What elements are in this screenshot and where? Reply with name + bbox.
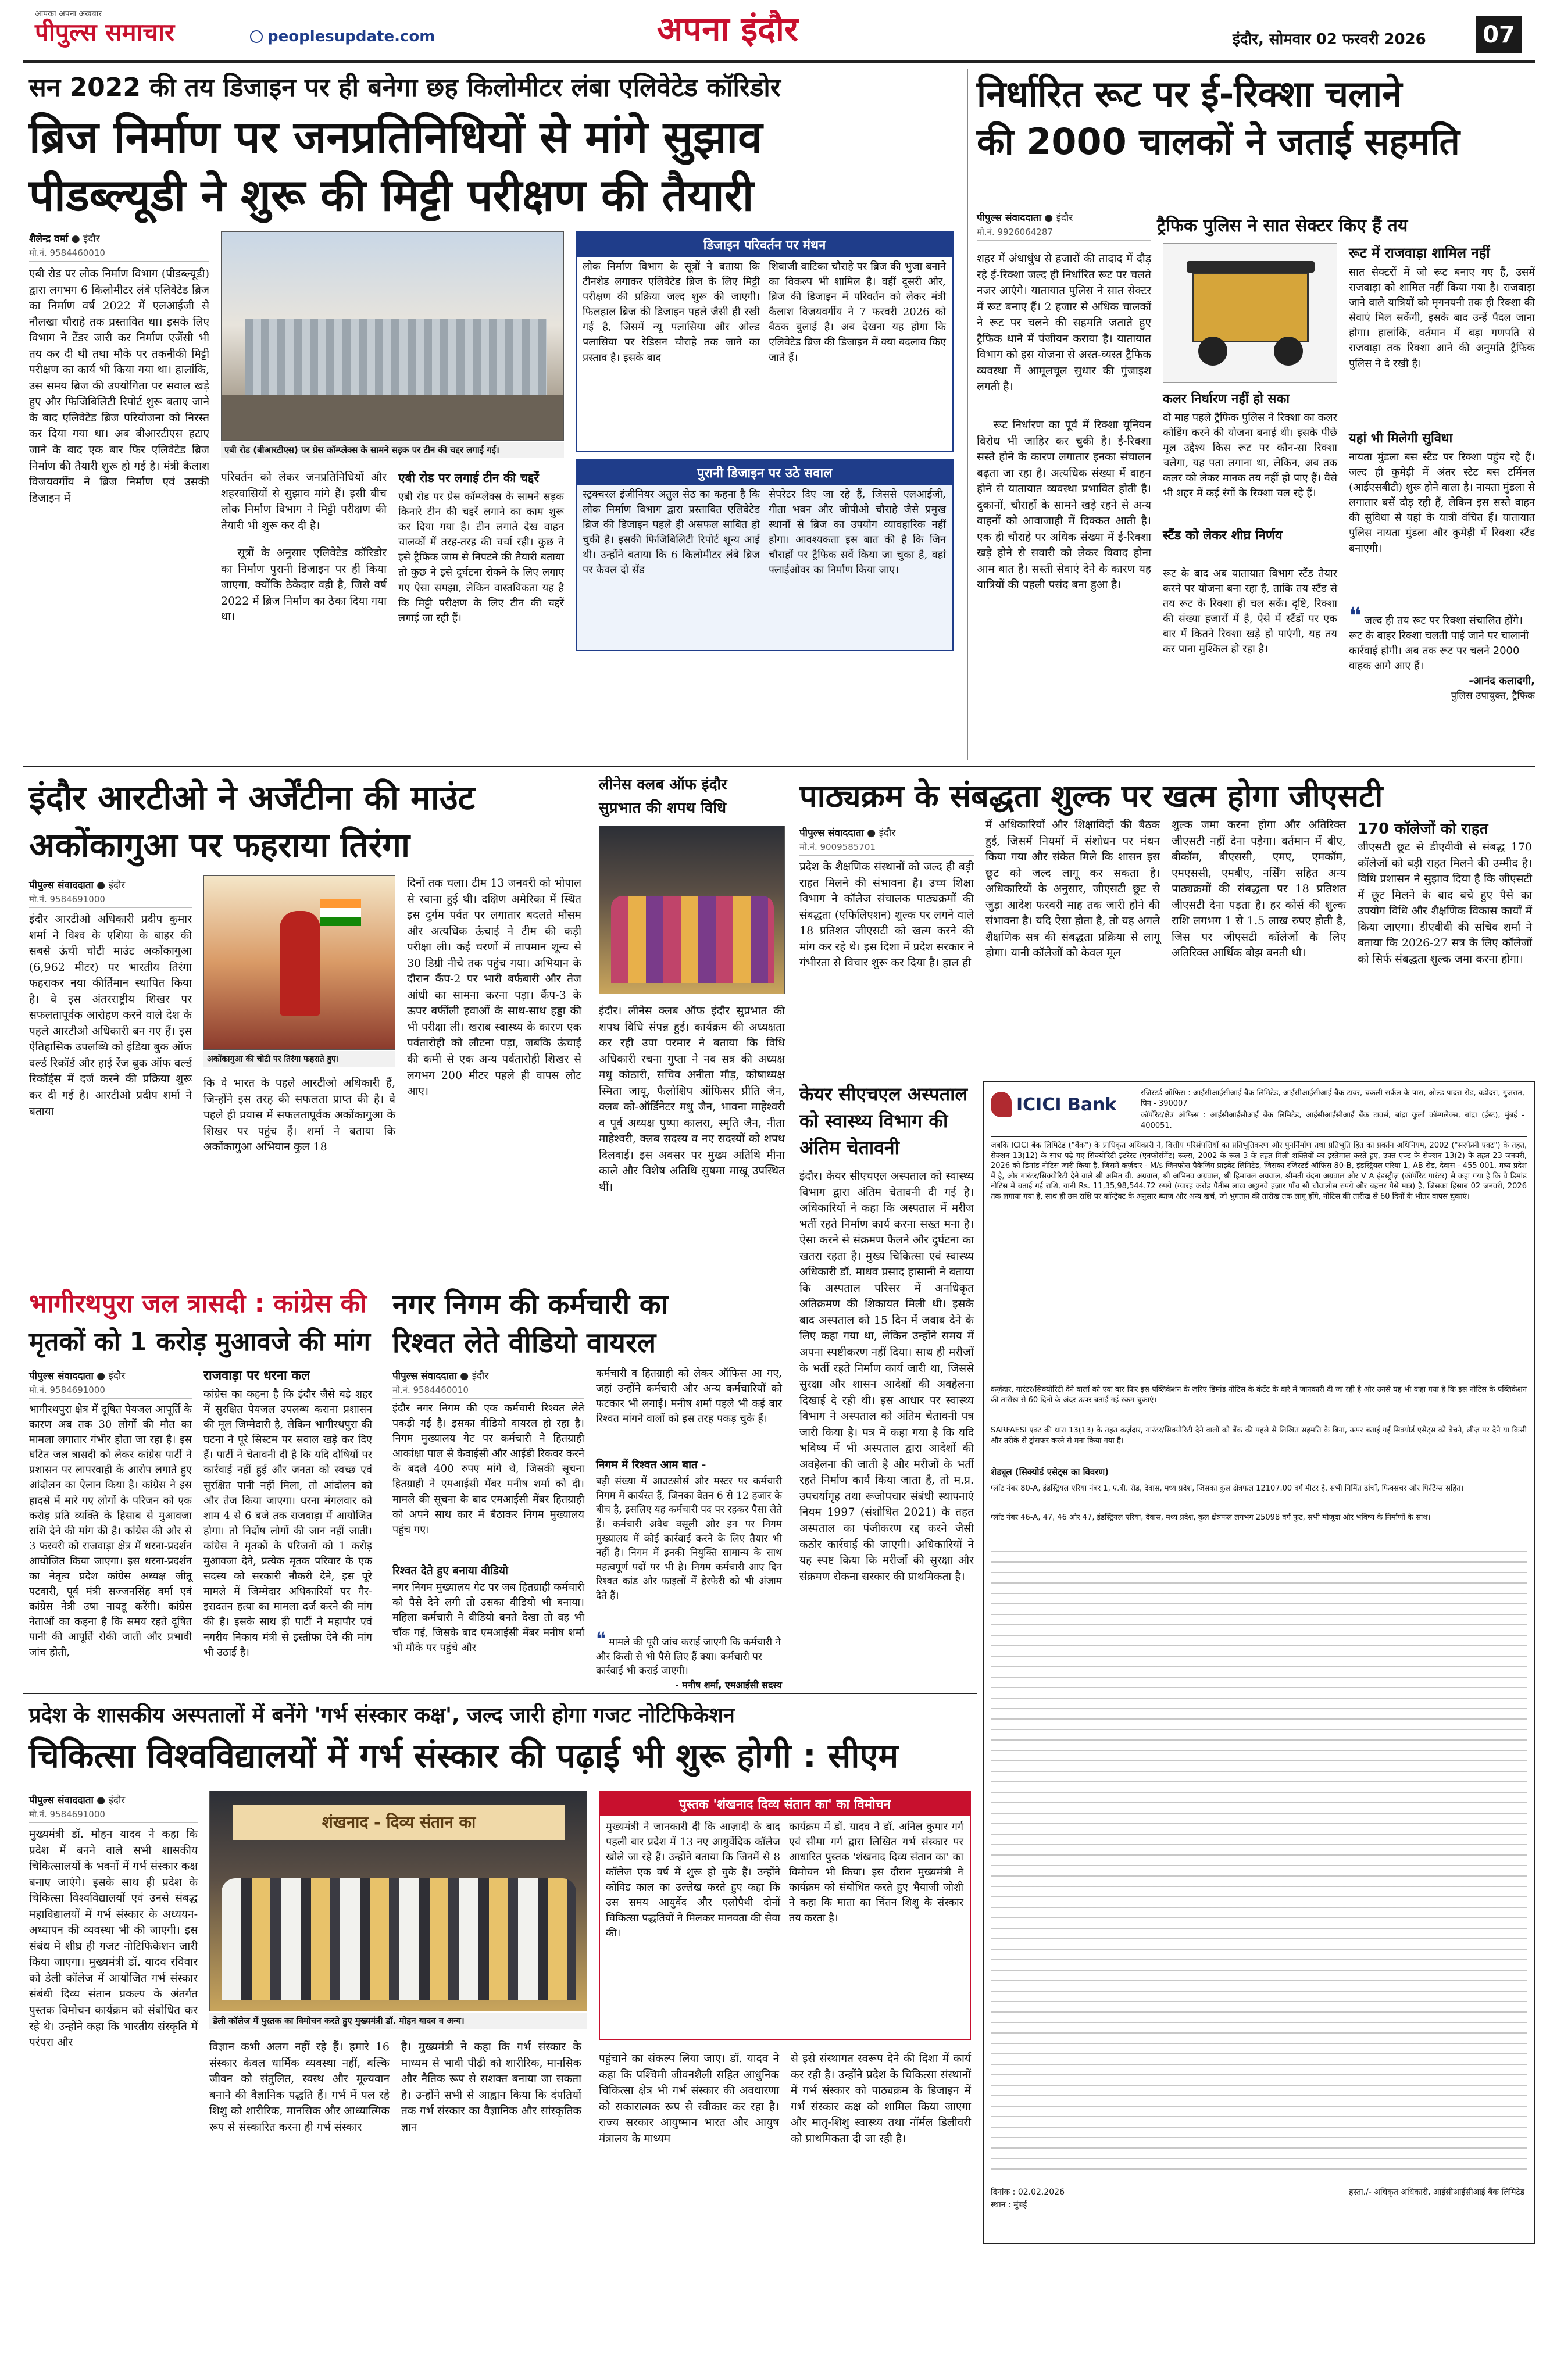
- story-bridge-headline-1: ब्रिज निर्माण पर जनप्रतिनिधियों से मांगे सुझाव: [29, 111, 763, 163]
- icici-reg-office: रजिस्टर्ड ऑफिस : आईसीआईसीआई बैंक लिमिटेड, आईसीआईसीआई बैंक टावर, चकली सर्कल के पास, ओल्ड पादरा रोड, वडोदरा, गुजरात, पिन - 390007: [1141, 1089, 1524, 1108]
- byline-name: पीपुल्स संवाददाता: [977, 212, 1041, 224]
- story-gst-col1: प्रदेश के शैक्षणिक संस्थानों को जल्द ही बड़ी राहत मिलने की संभावना है। उच्च शिक्षा विभाग ने कॉलेज संचालक पाठ्यक्रमों की संबद्धता (एफिलिएशन) शुल्क पर लगने वाले 18 प्रतिशत जीएसटी को खत्म करने की मांग कर रहे थे। इस दिशा में प्रदेश सरकार ने गंभीरता से विचार शुरू कर दिया है। हाल ही: [799, 860, 974, 970]
- design-change-box-col2: शिवाजी वाटिका चौराहे पर ब्रिज की भुजा बनाने का विकल्प भी शामिल है। वहीं दूसरी ओर, ब्रिज की डिजाइन में परिवर्तन को लेकर मंत्री कैलाश विजयवर्गीय ने 7 फरवरी 2026 को बैठक बुलाई है। अब देखना यह होगा कि एलिवेटेड ब्रिज की डिजाइन में क्या बदलाव किए जाते हैं।: [769, 260, 946, 364]
- website-link[interactable]: peoplesupdate.com: [267, 28, 435, 45]
- story-care-chl-headline-2: को स्वास्थ्य विभाग की: [799, 1110, 948, 1132]
- bribe-quote: [596, 1628, 782, 1692]
- section-rule: [23, 1693, 977, 1694]
- rickshaw-wheel: [1274, 337, 1303, 366]
- story-garbh-sanskar-col4: पहुंचाने का संकल्प लिया जाए। डॉ. यादव ने कहा कि पश्चिमी जीवनशैली सहित आधुनिक चिकित्सा क्षेत्र भी गर्भ संस्कार की अवधारणा को सकारात्मक रूप से स्वीकार कर रहा है। राज्य सरकार आयुष्मान भारत और आयुष मंत्रालय के माध्यम: [599, 2052, 779, 2145]
- bribe-quote-by: - मनीष शर्मा, एमआईसी सदस्य: [675, 1679, 782, 1691]
- story-garbh-sanskar-col3: है। मुख्यमंत्री ने कहा कि गर्भ संस्कार के माध्यम से भावी पीढ़ी को शारीरिक, मानसिक और नैतिक रूप से सशक्त बनाया जा सकता है। उन्होंने सभी से आह्वान किया कि दंपतियों तक गर्भ संस्कार का वैज्ञानिक और सांस्कृतिक ज्ञान: [401, 2040, 581, 2134]
- byline-city: इंदौर: [472, 1370, 489, 1382]
- climber-figure: [280, 911, 320, 1016]
- icici-sched-2: प्लॉट नंबर 46-A, 47, 46 और 47, इंडस्ट्रियल एरिया, देवास, मध्य प्रदेश, कुल क्षेत्रफल लगभग 25098 वर्ग फुट, सभी मौजूदा और भविष्य के निर्माणों के साथ।: [991, 1513, 1431, 1522]
- story-erickshaw-sub2: स्टैंड को लेकर शीघ्र निर्णय: [1163, 528, 1283, 543]
- story-gst-side-head: 170 कॉलेजों को राहत: [1358, 820, 1488, 838]
- story-garbh-sanskar-kicker: प्रदेश के शासकीय अस्पतालों में बनेंगे 'गर्भ संस्कार कक्ष', जल्द जारी होगा गजट नोटिफिकेशन: [29, 1703, 735, 1727]
- story-bhagirathpura-col1: भागीरथपुरा क्षेत्र में दूषित पेयजल आपूर्ति के कारण अब तक 30 लोगों की मौत का मामला लगातार गंभीर होता जा रहा है। इस घटित जल त्रासदी को लेकर कांग्रेस पार्टी ने प्रशासन पर लापरवाही के आरोप लगाते हुए आंदोलन का ऐलान किया है। कांग्रेस ने इस हादसे में मारे गए लोगों के परिजन को एक करोड़ प्रति व्यक्ति के हिसाब से मुआवजा राशि देने की मांग की है। कांग्रेस की ओर से 3 फरवरी को राजवाड़ा क्षेत्र में धरना-प्रदर्शन आयोजित किया जाएगा। इस धरना-प्रदर्शन का नेतृत्व प्रदेश कांग्रेस अध्यक्ष जीतू पटवारी, पूर्व मंत्री सज्जनसिंह वर्मा एवं कांग्रेस नेत्री उषा नायडू करेंगी। कांग्रेस नेताओं का कहना है कि समय रहते दूषित पानी की आपूर्ति रोकी जाती और प्रभावी जांच होती,: [29, 1403, 192, 1659]
- erickshaw-photo: [1163, 243, 1337, 383]
- story-bribe-col2: कर्मचारी व हितग्राही को लेकर ऑफिस आ गए, जहां उन्होंने कर्मचारी और अन्य कर्मचारियों को फटकार भी लगाई। मनीष शर्मा पहले भी कई बार रिश्वत मांगने वालों को इस तरह पकड़ चुके हैं।: [596, 1367, 782, 1425]
- byline-name: पीपुल्स संवाददाता: [29, 880, 94, 891]
- photo-fence: [245, 319, 547, 395]
- quote-mark-icon: ❝: [1349, 603, 1362, 630]
- byline-city: इंदौर: [108, 1795, 126, 1806]
- story-care-chl-body: इंदौर। केयर सीएचएल अस्पताल को स्वास्थ्य विभाग द्वारा अंतिम चेतावनी दी गई है। अधिकारियों ने कहा कि अस्पताल में मरीज भर्ती रहते निर्माण कार्य करना सख्त मना है। ऐसा करने से संक्रमण फैलने और दुर्घटना का खतरा रहता है। मुख्य चिकित्सा एवं स्वास्थ्य अधिकारी डॉ. माधव प्रसाद हासानी ने बताया कि अस्पताल परिसर में अनधिकृत अतिक्रमण की शिकायत मिली थी। इसके बाद अस्पताल को 15 दिन में जवाब देने के लिए कहा गया था, लेकिन उन्होंने समय में अपना स्पष्टीकरण नहीं दिया। साथ ही मरीजों के भर्ती रहते निर्माण कार्य जारी था, जिससे सुरक्षा और शासन आदेशों की अवहेलना दिखाई दे रही थी। इस आधार पर स्वास्थ्य विभाग ने अस्पताल को अंतिम चेतावनी पत्र जारी किया है। पत्र में कहा गया है कि यदि भविष्य में भी अस्पताल द्वारा आदेशों की अवहेलना की जाती है और मरीजों के भर्ती रहते निर्माण कार्य किया जाता है, तो म.प्र. उपचर्यागृह तथा रूजोपचार संबंधी स्थापनाएं नियम 1997 (संशोधित 2021) के तहत अस्पताल का पंजीकरण रद्द करने जैसी कठोर कार्रवाई की जाएगी। अधिकारियों ने यह स्पष्ट किया कि मरीजों की सुरक्षा और संक्रमण रोकना सरकार की प्राथमिकता है।: [799, 1170, 974, 1583]
- masthead: [0, 0, 1557, 65]
- story-bhagirathpura-col2: कांग्रेस का कहना है कि इंदौर जैसे बड़े शहर में सुरक्षित पेयजल उपलब्ध कराना प्रशासन की मूल जिम्मेदारी है, लेकिन भागीरथपुरा की घटना ने पूरे सिस्टम पर सवाल खड़े कर दिए हैं। पार्टी ने चेतावनी दी है कि यदि दोषियों पर कार्रवाई नहीं हुई और जनता को स्वच्छ एवं सुरक्षित पानी नहीं मिला, तो आंदोलन को और तेज किया जाएगा। धरना मंगलवार को शाम 4 से 6 बजे तक राजवाड़ा में आयोजित होगा। तो निर्दोष लोगों की जान नहीं जाती। कांग्रेस ने मृतकों के परिजनों को 1 करोड़ मुआवजा देने, प्रत्येक मृतक परिवार के एक सदस्य को सरकारी नौकरी देने, इस पूरे मामले में जिम्मेदार अधिकारियों पर गैर-इरादतन हत्या का मामला दर्ज करने की मांग की है। इसके साथ ही पार्टी ने महापौर एवं नगरीय निकाय मंत्री से इस्तीफा देने की मांग भी उठाई है।: [203, 1388, 372, 1659]
- story-care-chl-headline-3: अंतिम चेतावनी: [799, 1137, 899, 1159]
- story-rto-byline: पीपुल्स संवाददाता ● इंदौर मो.नं. 9584691000: [29, 875, 192, 912]
- story-erickshaw-col2: दो माह पहले ट्रैफिक पुलिस ने रिक्शा का कलर कोडिंग करने की योजना बनाई थी। इसके पीछे मूल उद्देश्य किस रूट पर कौन-सा रिक्शा चलेगा, यह पता लगाना था, लेकिन, अब तक कलर को लेकर मानक तय नहीं हो पाए हैं। वैसे भी शहर में कई रंगों के रिक्शा चल रहे हैं।: [1163, 412, 1337, 500]
- flag-shape: [320, 899, 361, 926]
- design-change-box-title: डिजाइन परिवर्तन पर मंथन: [577, 233, 952, 257]
- icici-logo-icon: [991, 1092, 1012, 1117]
- page-number: 07: [1476, 16, 1522, 53]
- quote-mark-icon: ❝: [596, 1628, 606, 1650]
- story-bridge-col2b: सूत्रों के अनुसार एलिवेटेड कॉरिडोर का निर्माण पुरानी डिजाइन पर ही किया जाएगा, क्योंकि ठेकेदार वही है, जिसे वर्ष 2022 में ब्रिज निर्माण का ठेका दिया गया था।: [221, 546, 387, 624]
- brand-logo: [35, 8, 244, 47]
- globe-icon: [250, 30, 263, 43]
- story-bribe-col2b: बड़ी संख्या में आउटसोर्स और मस्टर पर कर्मचारी निगम में कार्यरत हैं, जिनका वेतन 6 से 12 हजार के बीच है, इसलिए यह कर्मचारी पद पर रहकर पैसा लेते हैं। कर्मचारी अवैध वसूली और इन पर निगम मुख्यालय में कोई कार्रवाई करने के लिए तैयार भी नहीं है। निगम में इनकी नियुक्ति सामान्य के साथ महत्वपूर्ण पदों पर भी है। निगम कर्मचारी आए दिन रिश्वत कांड और फाइलों में हेरफेरी को भी अंजाम देते हैं।: [596, 1475, 782, 1602]
- story-bhagirathpura-byline: पीपुल्स संवाददाता ● इंदौर मो.नं. 9584691000: [29, 1366, 192, 1402]
- story-garbh-sanskar-col2: विज्ञान कभी अलग नहीं रहे हैं। हमारे 16 संस्कार केवल धार्मिक व्यवस्था नहीं, बल्कि जीवन को संतुलित, स्वस्थ और मूल्यवान बनाने की वैज्ञानिक पद्धति हैं। गर्भ में पल रहे शिशु को शारीरिक, मानसिक और आध्यात्मिक रूप से संस्कारित करना ही गर्भ संस्कार: [209, 2040, 390, 2134]
- byline-city: इंदौर: [83, 233, 100, 245]
- bridge-photo: [221, 231, 564, 441]
- story-care-chl-headline-1: केयर सीएचएल अस्पताल: [799, 1083, 968, 1105]
- story-garbh-sanskar-byline: पीपुल्स संवाददाता ● इंदौर मो.नं. 9584691000: [29, 1791, 198, 1827]
- erickshaw-quote-by: -आनंद कलादगी,: [1469, 675, 1535, 688]
- rickshaw-roof: [1187, 261, 1315, 273]
- byline-mobile: मो.नं. 9009585701: [799, 841, 974, 856]
- story-bribe-byline: पीपुल्स संवाददाता ● इंदौर मो.नं. 9584460010: [392, 1366, 584, 1402]
- byline-city: इंदौर: [1056, 212, 1073, 224]
- stage-banner: [233, 1805, 565, 1840]
- story-bridge-sub1: एबी रोड पर लगाई टीन की चद्दरें: [398, 471, 539, 485]
- book-launch-box-title: पुस्तक 'शंखनाद दिव्य संतान का' का विमोचन: [600, 1792, 970, 1816]
- story-rto-headline-2: अकोंकागुआ पर फहराया तिरंगा: [29, 826, 410, 865]
- icici-corp-office: कॉर्पोरेट/क्षेत्र ऑफिस : आईसीआईसीआई बैंक लिमिटेड, आईसीआईसीआई बैंक टावर्स, बांद्रा कुर्ला कॉम्पलेक्स, बांद्रा (ईस्ट), मुंबई - 400051.: [1141, 1111, 1524, 1130]
- story-bridge-byline: शैलेन्द्र वर्मा ● इंदौर मो.नं. 9584460010: [29, 229, 209, 265]
- icici-date: दिनांक : 02.02.2026: [991, 2188, 1065, 2197]
- byline-mobile: मो.नं. 9584691000: [29, 1809, 198, 1823]
- story-bribe-col1b: नगर निगम मुख्यालय गेट पर जब हितग्राही कर्मचारी को पैसे देने लगी तो उसका वीडियो भी बनाया। महिला कर्मचारी ने वीडियो बनते देखा तो वह भी चौंक गई, जिसके बाद एमआईसी मेंबर मनीष शर्मा भी मौके पर पहुंचे और: [392, 1581, 584, 1654]
- story-bridge-headline-2: पीडब्ल्यूडी ने शुरू की मिट्टी परीक्षण की तैयारी: [29, 169, 754, 221]
- story-bridge-col1: एबी रोड पर लोक निर्माण विभाग (पीडब्ल्यूडी) द्वारा लगभग 6 किलोमीटर लंबे एलिवेटेड ब्रिज का निर्माण वर्ष 2022 में एलआईजी से नौलखा चौराहे तक प्रस्तावित था। इसके लिए विभाग ने टेंडर जारी कर निर्माण एजेंसी भी तय कर दी थी तथा मौके पर तकनीकी मिट्टी परीक्षण का कार्य भी किया गया था। हालांकि, उस समय ब्रिज की उपयोगिता पर सवाल खड़े हुए और फिजिबिलिटी रिपोर्ट शुरू बताए जाने के बाद एलिवेटेड ब्रिज परियोजना को निरस्त कर दिया गया था। अब बीआरटीएस हटाए जाने के बाद एक बार फिर एलिवेटेड ब्रिज निर्माण की तैयारी शुरू हो गई है। मंत्री कैलाश विजयवर्गीय ने ब्रिज निर्माण एवं उसकी डिजाइन में: [29, 267, 209, 505]
- story-lioness-body: इंदौर। लीनेस क्लब ऑफ इंदौर सुप्रभात की शपथ विधि संपन्न हुई। कार्यक्रम की अध्यक्षता कर रही उपा परमार ने बताया कि विधि अधिकारी रचना गुप्ता ने नव सत्र की अध्यक्ष मधु कोठारी, सचिव अनीता मौड़, कोषाध्यक्ष स्मिता जायू, फैलोशिप ऑफिसर प्रीति जैन, क्लब को-ऑर्डिनेटर मधु जैन, भावना माहेश्वरी व पूर्व अध्यक्ष पुष्पा कालरा, स्मृति जैन, नीता माहेश्वरी, क्लब सदस्य व नए सदस्यों को शपथ दिलवाई। इस अवसर पर मुख्य अतिथि मीना काले और विशेष अतिथि सुषमा माखू उपस्थित थीं।: [599, 1005, 785, 1194]
- story-bridge-col2a: परिवर्तन को लेकर जनप्रतिनिधियों और शहरवासियों से सुझाव मांगे हैं। इसी बीच लोक निर्माण विभाग ने मिट्टी परीक्षण की तैयारी भी शुरू कर दी है।: [221, 471, 387, 532]
- people-row: [222, 1878, 576, 2000]
- story-bhagirathpura-headline-1-text: भागीरथपुरा जल त्रासदी : कांग्रेस की: [29, 1289, 367, 1318]
- story-erickshaw-headline-2: की 2000 चालकों ने जताई सहमति: [977, 120, 1460, 163]
- story-erickshaw-side-head-1: ट्रैफिक पुलिस ने सात सेक्टर किए हैं तय: [1157, 216, 1408, 236]
- story-rto: [29, 773, 587, 1279]
- story-lioness: [599, 773, 785, 1279]
- story-bridge-kicker: सन 2022 की तय डिजाइन पर ही बनेगा छह किलोमीटर लंबा एलिवेटेड कॉरिडोर: [29, 73, 781, 102]
- byline-mobile: मो.नं. 9584691000: [29, 1384, 192, 1399]
- rto-photo-caption: अकोंकागुआ की चोटी पर तिरंगा फहराते हुए।: [203, 1051, 395, 1067]
- story-garbh-sanskar-headline: चिकित्सा विश्वविद्यालयों में गर्भ संस्कार की पढ़ाई भी शुरू होगी : सीएम: [29, 1736, 899, 1775]
- story-garbh-sanskar-col5: से इसे संस्थागत स्वरूप देने की दिशा में कार्य कर रही है। उन्होंने प्रदेश के चिकित्सा संस्थानों में गर्भ संस्कार को पाठ्यक्रम के डिजाइन में गर्भ संस्कार कक्ष को शामिल किया जाएगा और मातृ-शिशु स्वास्थ्य तथा नॉर्मल डिलीवरी को प्राथमिकता दी जा रही है।: [791, 2052, 971, 2145]
- story-care-chl: [799, 1081, 974, 1680]
- book-launch-box-col1: मुख्यमंत्री ने जानकारी दी कि आज़ादी के बाद पहली बार प्रदेश में 13 नए आयुर्वेदिक कॉलेज खोले जा रहे हैं। उन्होंने बताया कि जिनमें से 8 कॉलेज एक वर्ष में शुरू हो चुके हैं। उन्होंने कोविड काल का उल्लेख करते हुए कहा कि उस समय आयुर्वेद और एलोपैथी दोनों चिकित्सा पद्धतियों ने मिलकर मानवता की सेवा की।: [606, 1821, 780, 1939]
- rickshaw-body: [1192, 273, 1309, 342]
- rto-photo: [203, 875, 395, 1050]
- byline-city: इंदौर: [108, 880, 126, 891]
- story-erickshaw-side-head-2: रूट में राजवाड़ा शामिल नहीं: [1349, 245, 1490, 261]
- old-design-box: [576, 459, 954, 651]
- book-launch-photo: [209, 1791, 587, 2011]
- column-divider: [967, 69, 968, 760]
- icici-sign: हस्ता./- अधिकृत अधिकारी, आईसीआईसीआई बैंक लिमिटेड: [1349, 2188, 1524, 2197]
- icici-fineprint: [991, 1548, 1527, 2175]
- story-rto-col2: कि वे भारत के पहले आरटीओ अधिकारी हैं, जिन्होंने इस तरह की सफलता प्राप्त की है। वे पहले ही प्रयास में सफलतापूर्वक अकोंकागुआ के शिखर पर पहुंच हैं। शर्मा ने बताया कि अकोंकागुआ अभियान कुल 18: [203, 1077, 395, 1154]
- story-rto-headline-1: इंदौर आरटीओ ने अर्जेंटीना की माउंट: [29, 778, 475, 817]
- byline-name: पीपुल्स संवाददाता: [29, 1370, 94, 1382]
- section-rule: [23, 766, 1535, 767]
- bridge-photo-caption: एबी रोड (बीआरटीएस) पर प्रेस कॉम्प्लेक्स के सामने सड़क पर टीन की चद्दर लगाई गई।: [221, 442, 564, 458]
- icici-rule: [991, 1136, 1527, 1137]
- bribe-quote-text: मामले की पूरी जांच कराई जाएगी कि कर्मचारी ने और किसी से भी पैसे लिए हैं क्या। कर्मचारी पर कार्रवाई भी कराई जाएगी।: [596, 1636, 781, 1677]
- byline-mobile: मो.नं. 9584460010: [29, 247, 209, 262]
- byline-mobile: मो.नं. 9584460010: [392, 1384, 584, 1399]
- rickshaw-wheel: [1198, 337, 1227, 366]
- story-garbh-sanskar-col1: मुख्यमंत्री डॉ. मोहन यादव ने कहा कि प्रदेश में बनने वाले सभी शासकीय चिकित्सालयों के भवनों में गर्भ संस्कार कक्ष बनाए जाएंगे। इसके साथ ही प्रदेश के चिकित्सा विश्वविद्यालयों एवं उनसे संबद्ध महाविद्यालयों में गर्भ संस्कार के अध्ययन-अध्यापन की व्यवस्था भी की जाएगी। इस संबंध में शीघ्र ही गजट नोटिफिकेशन जारी किया जाएगा। मुख्यमंत्री डॉ. यादव रविवार को डेली कॉलेज में आयोजित गर्भ संस्कार संबंधी दिव्य संतान प्रकल्प के अंतर्गत पुस्तक विमोचन कार्यक्रम को संबोधित कर रहे थे। उन्होंने कहा कि भारतीय संस्कृति में परंपरा और: [29, 1828, 198, 2049]
- design-change-box-col1: लोक निर्माण विभाग के सूत्रों ने बताया कि टीनशेड लगाकर एलिवेटेड ब्रिज के लिए मिट्टी परीक्षण की प्रक्रिया जल्द शुरू की जाएगी। फिलहाल ब्रिज की डिजाइन पहले जैसी ही रखी गई है, जिसमें न्यू पलासिया और ओल्ड पलासिया पर रेडिसन चौराहे तक जाने का प्रस्ताव है। इसके बाद: [583, 260, 760, 364]
- masthead-rule: [23, 60, 1535, 63]
- story-bribe-col1: इंदौर नगर निगम की एक कर्मचारी रिश्वत लेते पकड़ी गई है। इसका वीडियो वायरल हो रहा है। निगम मुख्यालय गेट पर कर्मचारी ने हितग्राही आकांक्षा पाल से केवाईसी और आईडी रिकवर करने के बदले 400 रुपए मांगे थे, जिसकी सूचना हितग्राही ने एमआईसी मेंबर मनीष शर्मा को दी। मामले की सूचना के बाद एमआईसी मेंबर हितग्राही को अपने साथ कार में बैठाकर निगम मुख्यालय पहुंच गए।: [392, 1402, 584, 1536]
- byline-city: इंदौर: [879, 827, 896, 839]
- story-lioness-headline-1: लीनेस क्लब ऑफ इंदौर: [599, 776, 727, 794]
- story-erickshaw-sub3: यहां भी मिलेगी सुविधा: [1349, 431, 1453, 446]
- byline-mobile: मो.नं. 9584691000: [29, 894, 192, 908]
- icici-sched-1: प्लॉट नंबर 80-A, इंडस्ट्रियल एरिया नंबर 1, ए.बी. रोड, देवास, मध्य प्रदेश, जिसका कुल क्षेत्रफल 12107.00 वर्ग मीटर है, सभी निर्मित ढांचों, फिक्सचर और फिटिंग्स सहित।: [991, 1484, 1464, 1493]
- erickshaw-quote: [1349, 603, 1535, 703]
- icici-place: स्थान : मुंबई: [991, 2200, 1027, 2210]
- byline-city: इंदौर: [108, 1370, 126, 1382]
- story-bhagirathpura-sub1: राजवाड़ा पर धरना कल: [203, 1368, 310, 1383]
- story-bribe-headline-1: नगर निगम की कर्मचारी का: [392, 1288, 669, 1321]
- story-erickshaw-col3b: नायता मुंडला बस स्टैंड पर रिक्शा पहुंच रहे हैं। जल्द ही कुमेड़ी में अंतर स्टेट बस टर्मिनल (आईएसबीटी) शुरू होने वाला है। नायता मुंडला से लगातार बसें दौड़ रही हैं, लेकिन इस सस्ते वाहन की सुविधा से यहां के यात्री वंचित हैं। यातायात पुलिस नायता मुंडला और कुमेड़ी में रिक्शा स्टैंड बनाएगी।: [1349, 451, 1535, 555]
- icici-para-3: SARFAESI एक्ट की धारा 13(13) के तहत कर्ज़दार, गारंटर/सिक्योरिटी देने वालों को बैंक की पहले से लिखित सहमति के बिना, ऊपर बताई गई सिक्योर्ड एसेट्स को बेचने, लीज़ पर देने या किसी और तरीके से ट्रांसफर करने से मना किया गया है।: [991, 1426, 1527, 1445]
- story-erickshaw-col3: सात सेक्टरों में जो रूट बनाए गए हैं, उसमें राजवाड़ा को शामिल नहीं किया गया है। राजवाड़ा जाने वाले यात्रियों को मृगनयनी तक ही रिक्शा की सेवाएं मिल सकेंगी, इसके बाद उन्हें पैदल जाना होगा। हालांकि, वर्तमान में बड़ा गणपति से राजवाड़ा तक रिक्शा आने की अनुमति ट्रैफिक पुलिस ने दे रखी है।: [1349, 266, 1535, 370]
- story-gst-headline: पाठ्यक्रम के संबद्धता शुल्क पर खत्म होगा जीएसटी: [799, 778, 1383, 814]
- story-lioness-headline-2: सुप्रभात की शपथ विधि: [599, 799, 727, 817]
- group-figures: [611, 896, 774, 983]
- byline-mobile: मो.नं. 9926064287: [977, 226, 1151, 241]
- byline-name: पीपुल्स संवाददाता: [799, 827, 864, 839]
- story-bhagirathpura-headline-2: मृतकों को 1 करोड़ मुआवजे की मांग: [29, 1327, 371, 1357]
- story-bhagirathpura-headline-1: [29, 1285, 378, 1320]
- old-design-box-col1: स्ट्रक्चरल इंजीनियर अतुल सेठ का कहना है कि लोक निर्माण विभाग द्वारा प्रस्तावित एलिवेटेड ब्रिज की डिजाइन पहले ही असफल साबित हो चुकी है। इसकी फिजिबिलिटी रिपोर्ट शून्य आई थी। उन्होंने बताया कि 6 किलोमीटर लंबे ब्रिज पर केवल दो सेंड: [583, 488, 760, 577]
- lioness-photo: [599, 826, 785, 994]
- brand-name: पीपुल्स समाचार: [35, 18, 175, 47]
- story-bribe-sub2: निगम में रिश्वत आम बात -: [596, 1459, 706, 1471]
- story-bhagirathpura: [29, 1285, 378, 1692]
- story-rto-col3: दिनों तक चला। टीम 13 जनवरी को भोपाल से रवाना हुई थी। दक्षिण अमेरिका में स्थित इस दुर्गम पर्वत पर लगातार बदलते मौसम और अत्यधिक ऊंचाई ने टीम की कड़ी परीक्षा ली। कई चरणों में तापमान शून्य से 30 डिग्री नीचे तक पहुंच गया। अभियान के दौरान कैंप-2 पर भारी बर्फबारी और तेज आंधी का सामना करना पड़ा। कैंप-3 के ऊपर बर्फीली हवाओं के साथ-साथ हड्डा की भी परीक्षा ली। खराब स्वास्थ्य के कारण एक पर्वतारोही को लौटना पड़ा, जबकि ऊंचाई की कमी से एक अन्य पर्वतारोही शिखर से लगभग 200 मीटर पहले ही वापस लौट आए।: [407, 877, 581, 1098]
- icici-para-2: कर्ज़दार, गारंटर/सिक्योरिटी देने वालों को एक बार फिर इस पब्लिकेशन के ज़रिए डिमांड नोटिस के कंटेंट के बारे में जानकारी दी जा रही है और उनसे यह भी कहा गया है कि इस नोटिस के पब्लिकेशन की तारीख से 60 दिनों के अंदर ऊपर बताई गई रकम चुकाएं।: [991, 1385, 1527, 1405]
- old-design-box-title: पुरानी डिजाइन पर उठे सवाल: [577, 460, 952, 485]
- story-erickshaw-col1b: रूट निर्धारण का पूर्व में रिक्शा यूनियन विरोध भी जाहिर कर चुकी है। ई-रिक्शा सस्ते होने के कारण लगातार इनका संचालन बढ़ता जा रहा है। अत्यधिक संख्या में वाहन होने से यातायात व्यवस्था प्रभावित होती है। दुकानों, चौराहों के सामने खड़े रहने से अन्य वाहनों को आवाजाही में दिक्कत आती है। एक ही चौराहे पर अधिक संख्या में ई-रिक्शा खड़े होने से सवारी को लेकर विवाद होना आम बात है। सस्ती सेवाएं देने के कारण यह यात्रियों की पहली पसंद बना हुआ है।: [977, 419, 1151, 592]
- story-erickshaw-col2b: रूट के बाद अब यातायात विभाग स्टैंड तैयार करने पर योजना बना रहा है, ताकि तय स्टैंड से तय रूट के रिक्शा ही चल सकें। दृष्टि, रिक्शा की संख्या हजारों में है, ऐसे में स्टैंडों पर एक बार में कितने रिक्शा खड़े हो पाएंगी, यह तय कर पाना मुश्किल हो रहा है।: [1163, 567, 1337, 656]
- book-launch-box: [599, 1791, 971, 2040]
- story-erickshaw-byline: पीपुल्स संवाददाता ● इंदौर मो.नं. 9926064287: [977, 208, 1151, 244]
- byline-name: पीपुल्स संवाददाता: [392, 1370, 457, 1382]
- story-gst-col3: शुल्क जमा करना होगा और अतिरिक्त जीएसटी नहीं देना पड़ेगा। वर्तमान में बीए, बीकॉम, बीएससी, एमए, एमकॉम, एमएससी, एमबीए, नर्सिंग सहित अन्य पाठ्यक्रमों की संबद्धता पर 18 प्रतिशत जीएसटी देना पड़ता है। हर कोर्स की शुल्क राशि लगभग 1 से 1.5 लाख रुपए होती है, जिस पर जीएसटी कॉलेजों के लिए अतिरिक्त आर्थिक बोझ बनती थी।: [1172, 819, 1346, 960]
- story-erickshaw-sub1: कलर निर्धारण नहीं हो सका: [1163, 392, 1290, 406]
- stage-banner-text: शंखनाद - दिव्य संतान का: [322, 1813, 476, 1832]
- story-bribe-sub1: रिश्वत देते हुए बनाया वीडियो: [392, 1564, 508, 1577]
- erickshaw-quote-text: जल्द ही तय रूट पर रिक्शा संचालित होंगे। रूट के बाहर रिक्शा चलती पाई जाने पर चालानी कार्रवाई होगी। अब तक रूट पर चलने 2000 वाहक आगे आए हैं।: [1349, 614, 1529, 673]
- story-bridge-col3: एबी रोड पर प्रेस कॉम्प्लेक्स के सामने सड़क किनारे टीन की चद्दरें लगाने का काम शुरू कर दिया गया है। टीन लगाते देख वाहन चालकों में तरह-तरह की चर्चा रही। कुछ ने इसे ट्रैफिक जाम से निपटने की तैयारी बताया तो कुछ ने इसे दुर्घटना रोकने के लिए लगाए गए ऐसा समझा, लेकिन वास्तविकता यह है कि मिट्टी परीक्षण के लिए टीन की चद्दरें लगाई जा रही हैं।: [398, 491, 564, 624]
- story-gst-byline: पीपुल्स संवाददाता ● इंदौर मो.नं. 9009585701: [799, 823, 974, 859]
- photo-road: [222, 395, 563, 440]
- story-bribe: [392, 1285, 788, 1692]
- erickshaw-quote-role: पुलिस उपायुक्त, ट्रैफिक: [1451, 690, 1535, 702]
- icici-logo-text: ICICI Bank: [1016, 1094, 1117, 1115]
- byline-name: शैलेन्द्र वर्मा: [29, 233, 69, 245]
- section-title: अपना इंदौर: [657, 9, 798, 49]
- story-erickshaw-headline-1: निर्धारित रूट पर ई-रिक्शा चलाने: [977, 73, 1402, 115]
- book-launch-box-col2: कार्यक्रम में डॉ. यादव ने डॉ. अनिल कुमार गर्ग एवं सीमा गर्ग द्वारा लिखित गर्भ संस्कार पर आधारित पुस्तक 'शंखनाद दिव्य संतान का' का विमोचन भी किया। इस दौरान मुख्यमंत्री ने कार्यक्रम को संबोधित करते हुए भैयाजी जोशी ने कहा कि माता का चिंतन शिशु के संस्कार तय करता है।: [789, 1821, 963, 1924]
- story-bridge: [29, 69, 959, 755]
- icici-notice: [983, 1081, 1535, 2244]
- icici-para-1: जबकि ICICI बैंक लिमिटेड ("बैंक") के प्राधिकृत अधिकारी ने, वित्तीय परिसंपत्तियों का प्रतिभूतिकरण और पुनर्निर्माण तथा प्रतिभूति हित का प्रवर्तन अधिनियम, 2002 ("सरफेसी एक्ट") के तहत, सेक्शन 13(12) के साथ पढ़े गए सिक्योरिटी इंटरेस्ट (एनफोर्समेंट) रूल्स, 2002 के रूल 3 के तहत मिली शक्तियों का इस्तेमाल करते हुए, उक्त एक्ट के सेक्शन 13(2) के तहत 23 जनवरी, 2026 को डिमांड नोटिस जारी किया है, जिसमें कर्ज़दार - M/s जिनफोस पैकेजिंग प्राइवेट लिमिटेड, जिसका रजिस्टर्ड ऑफिस 80-B, इंडस्ट्रियल एरिया 1, AB रोड, देवास - 455 001, मध्य प्रदेश में है, और गारंटर/सिक्योरिटी देने वाले श्री अमित बी. अग्रवाल, श्री अभिनव अग्रवाल, श्री हिमाचल अग्रवाल, श्रीमती वंदना अग्रवाल और V A इंडस्ट्रीज़ (कॉर्पोरेट गारंटर) से कहा गया है कि वे डिमांड नोटिस में बताई गई राशि, यानी Rs. 11,35,98,544.72 रुपये (ग्यारह करोड़ पैंतीस लाख अट्ठानवे हज़ार पाँच सौ चौवालीस रुपये और बहत्तर पैसे मात्र) है, जिसका हिसाब 02 जनवरी, 2026 तक लगाया गया है, साथ ही उस राशि पर कॉन्ट्रैक्ट के अनुसार ब्याज और अन्य खर्च, जो भुगतान की तारीख तक लागू होंगे, नोटिस की तारीख से 60 दिनों के भीतर वापस चुकाएं।: [991, 1141, 1527, 1201]
- website-row: [250, 28, 435, 45]
- icici-logo: [991, 1088, 1130, 1121]
- byline-name: पीपुल्स संवाददाता: [29, 1795, 94, 1806]
- icici-sched-head: शेड्यूल (सिक्योर्ड एसेट्स का विवरण): [991, 1467, 1109, 1477]
- design-change-box: [576, 231, 954, 452]
- story-gst-col2: में अधिकारियों और शिक्षाविदों की बैठक हुई, जिसमें नियमों में संशोधन पर मंथन किया गया और संकेत मिले कि शासन इस छूट को जल्द लागू कर सकता है। अधिकारियों के अनुसार, जीएसटी छूट से जुड़ा आदेश फरवरी माह तक जारी होने की संभावना है। यदि ऐसा होता है, तो यह अगले शैक्षणिक सत्र की संबद्धता प्रक्रिया से लागू होगा। यानी कॉलेजों को केवल मूल: [985, 819, 1160, 960]
- dateline: इंदौर, सोमवार 02 फरवरी 2026: [1233, 31, 1426, 48]
- brand-tagline: आपका अपना अखबार: [35, 9, 102, 19]
- old-design-box-col2: सेपरेटर दिए जा रहे हैं, जिससे एलआईजी, गीता भवन और जीपीओ चौराहे जैसे प्रमुख स्थानों से ब्रिज का उपयोग व्यावहारिक नहीं होगा। आवश्यकता इस बात की है कि जिन चौराहों पर ट्रैफिक सर्वे किया जा चुका है, वहां फ्लाईओवर का निर्माण किया जाए।: [769, 488, 946, 577]
- story-bribe-headline-2: रिश्वत लेते वीडियो वायरल: [392, 1327, 656, 1359]
- story-gst: [799, 773, 1535, 1075]
- story-gst-side-body: जीएसटी छूट से डीएवीवी से संबद्ध 170 कॉलेजों को बड़ी राहत मिलने की उम्मीद है। विधि प्रशासन ने सुझाव दिया है कि जीएसटी में छूट मिलने के बाद बचे हुए पैसे का उपयोग विधि और शैक्षणिक विकास कार्यों में किया जाएगा। डीएवीवी की सचिव शर्मा ने बताया कि 2026-27 सत्र के लिए कॉलेजों को सिर्फ संबद्धता शुल्क जमा करना होगा।: [1358, 841, 1532, 966]
- story-erickshaw: [977, 69, 1535, 760]
- story-garbh-sanskar: [29, 1700, 977, 2363]
- story-erickshaw-col1: शहर में अंधाधुंध से हजारों की तादाद में दौड़ रहे ई-रिक्शा जल्द ही निर्धारित रूट पर चलते नजर आएंगे। यातायात पुलिस ने सात सेक्टर में रूट बनाए हैं। 2 हजार से अधिक चालकों ने रूट पर चलने की सहमति जताते हुए ट्रैफिक थाने में पंजीयन कराया है। यातायात विभाग को इस योजना से अस्त-व्यस्त ट्रैफिक व्यवस्था में आमूलचूल सुधार की गुंजाइश लगती है।: [977, 252, 1151, 394]
- story-rto-col1: इंदौर आरटीओ अधिकारी प्रदीप कुमार शर्मा ने विश्व के एशिया के बाहर की सबसे ऊंची चोटी माउंट अकोंकागुआ (6,962 मीटर) पर भारतीय तिरंगा फहराकर नया कीर्तिमान स्थापित किया है। वे इस अंतरराष्ट्रीय शिखर पर सफलतापूर्वक आरोहण करने वाले देश के पहले आरटीओ अधिकारी बन गए हैं। इस ऐतिहासिक उपलब्धि को इंडिया बुक ऑफ वर्ल्ड रिकॉर्ड और हाई रेंज बुक ऑफ वर्ल्ड रिकॉर्ड्स में दर्ज करने की प्रक्रिया शुरू कर दी गई है। आरटीओ प्रदीप शर्मा ने बताया: [29, 913, 192, 1118]
- book-launch-photo-caption: डेली कॉलेज में पुस्तक का विमोचन करते हुए मुख्यमंत्री डॉ. मोहन यादव व अन्य।: [209, 2013, 587, 2029]
